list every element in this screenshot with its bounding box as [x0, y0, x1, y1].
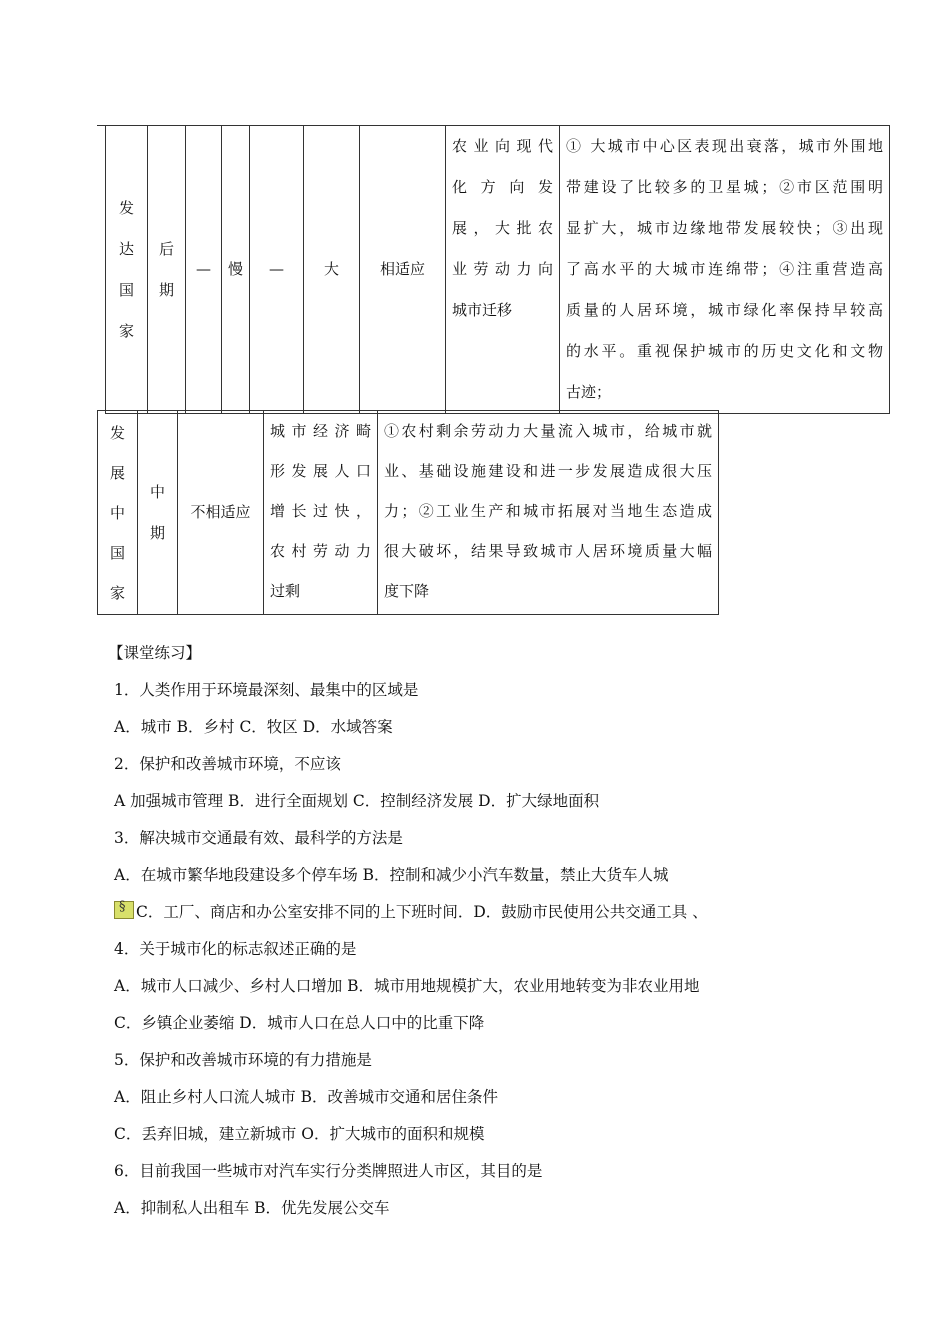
exercise-heading: 【课堂练习】 [108, 644, 202, 662]
exercise-line: A．阻止乡村人口流人城市 B．改善城市交通和居住条件 [114, 1088, 499, 1106]
cell-4: 大 [304, 126, 360, 414]
exercise-line: A．城市 B．乡村 C．牧区 D．水域答案 [114, 718, 393, 736]
exercise-line: A．抑制私人出租车 B．优先发展公交车 [114, 1199, 390, 1217]
agriculture-cell: 农业向现代 化方向发 展，大批农 业劳动力向 城市迁移 [446, 126, 560, 414]
cell-3: — [250, 126, 304, 414]
cell-5: 相适应 [360, 126, 446, 414]
economy-cell: 城市经济畸 形发展人口 增长过快， 农村劳动力 过剩 [264, 411, 378, 615]
exercise-line: 3．解决城市交通最有效、最科学的方法是 [114, 829, 403, 847]
cell-1: — [186, 126, 222, 414]
exercise-line: 1．人类作用于环境最深刻、最集中的区域是 [114, 681, 419, 699]
exercise-line: 6．目前我国一些城市对汽车实行分类牌照进人市区，其目的是 [114, 1162, 543, 1180]
exercise-line: 4．关于城市化的标志叙述正确的是 [114, 940, 357, 958]
embedded-object-icon [114, 901, 134, 919]
region-cell: 发 展 中 国 家 [98, 411, 138, 615]
exercise-line: A．在城市繁华地段建设多个停车场 B．控制和减少小汽车数量，禁止大货车人城 [114, 866, 669, 884]
cell-2: 慢 [222, 126, 250, 414]
exercise-line: C．乡镇企业萎缩 D．城市人口在总人口中的比重下降 [114, 1014, 485, 1032]
region-cell: 发 达 国 家 [106, 126, 148, 414]
exercise-line: §C．工厂、商店和办公室安排不同的上下班时间．D．鼓励市民使用公共交通工具 、 [114, 900, 708, 922]
table-corner-mark [97, 125, 105, 126]
exercise-line: A．城市人口减少、乡村人口增加 B．城市用地规模扩大，农业用地转变为非农业用地 [114, 977, 700, 995]
feature-cell: ① 大城市中心区表现出衰落，城市外围地 带建设了比较多的卫星城；②市区范围明 显扩大，城市边缘地带发展较快；③出现 了高水平的大城市连绵带；④注重营造高 质量的人居环境，城市绿化率保持早较高 的水平。重视保护城市的历史文化和文物 古迹； [560, 126, 890, 414]
exercise-line: C．丢弃旧城，建立新城市 O．扩大城市的面积和规模 [114, 1125, 485, 1143]
cell-1: 不相适应 [178, 411, 264, 615]
exercise-line: 5．保护和改善城市环境的有力措施是 [114, 1051, 372, 1069]
developing-country-table [97, 410, 719, 615]
exercise-line: A 加强城市管理 B．进行全面规划 C．控制经济发展 D．扩大绿地面积 [114, 792, 600, 810]
exercise-line: 2．保护和改善城市环境，不应该 [114, 755, 341, 773]
developed-country-table [105, 125, 890, 414]
stage-cell: 中 期 [138, 411, 178, 615]
impact-cell: ①农村剩余劳动力大量流入城市，给城市就 业、基础设施建设和进一步发展造成很大压 力；②工业生产和城市拓展对当地生态造成 很大破坏，结果导致城市人居环境质量大幅 度下降 [378, 411, 719, 615]
stage-cell: 后 期 [148, 126, 186, 414]
